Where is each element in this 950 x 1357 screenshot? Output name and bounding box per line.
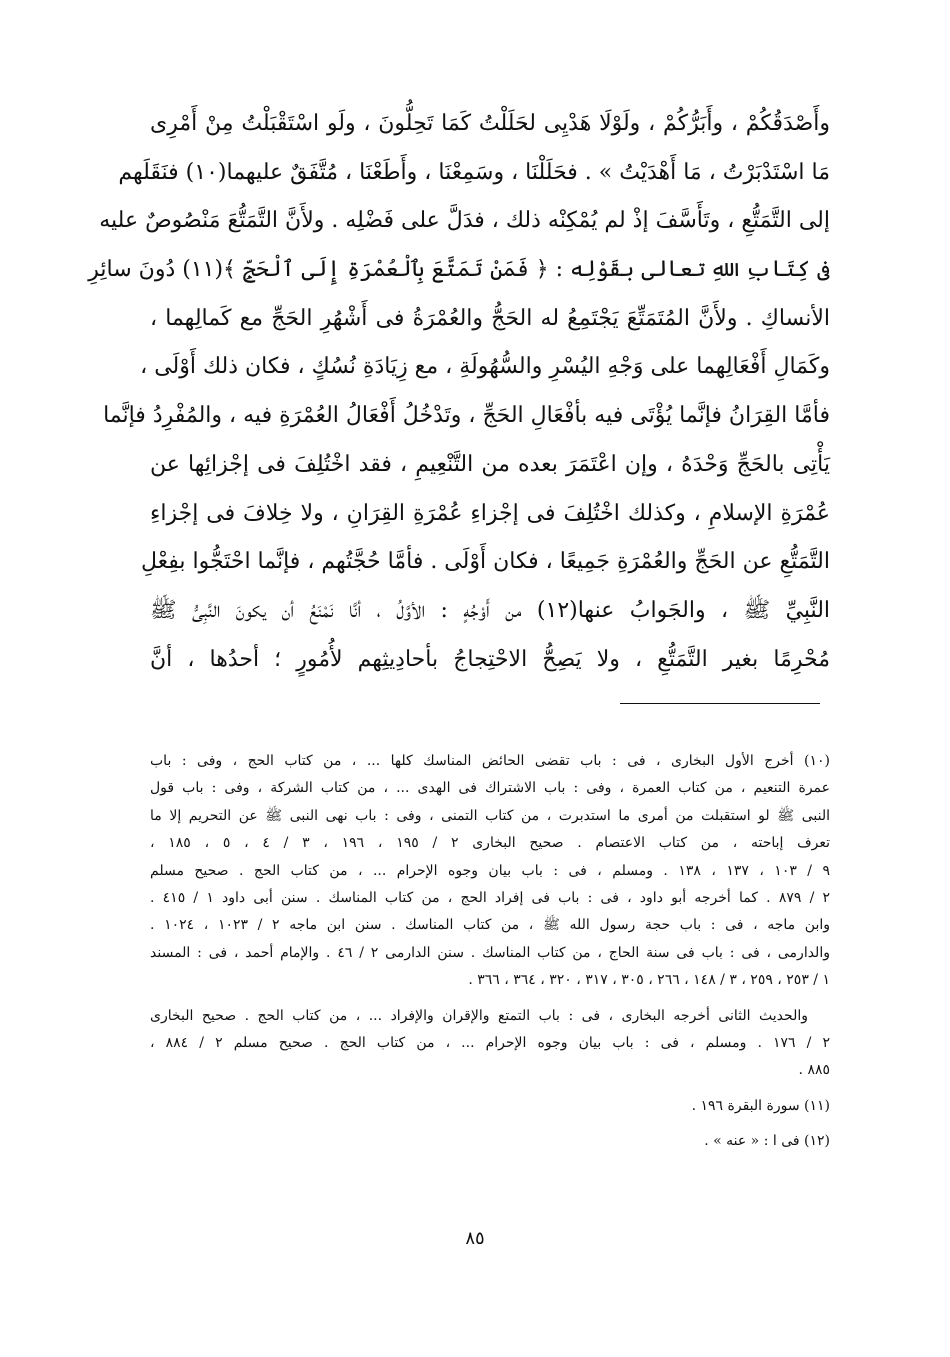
footnote-line: ٢ / ١٧٦ . ومسلم ، فى : باب بيان وجوه الإحرام ... ، من كتاب الحج . صحيح مسلم ٢ / ٨٨٤ ، (150, 1034, 831, 1051)
footnote-line: (١٢) فى ا : « عنه » . (704, 1133, 830, 1150)
body-line: فأمَّا القِرَانُ فإنَّما يُؤْتَى فيه بأفْعَالِ الحَجِّ ، وتَدْخُلُ أَفْعَالُ العُمْرَةِ فيه ، والمُفْرِدُ فإنَّما (103, 403, 830, 429)
footnote-line: وابن ماجه ، فى : باب حجة رسول الله ﷺ ، من كتاب المناسك . سنن ابن ماجه ٢ / ١٠٢٣ ، ١٠٢٤ . (150, 917, 831, 934)
footnote-line: النبى ﷺ لو استقبلت من أمرى ما استدبرت ، من كتاب التمنى ، وفى : باب نهى النبى ﷺ عن التحريم إلا ما (150, 807, 830, 824)
body-line: إلى التَّمَتُّعِ ، وتَأَسَّفَ إذْ لم يُمْكِنْه ذلك ، فدَلَّ على فَضْلِه . ولأَنَّ التَّمَتُّعَ مَنْصُوصٌ عليه (99, 208, 830, 234)
footnote-separator-rule (620, 703, 820, 704)
footnote-line: ٩ / ١٠٣ ، ١٣٧ ، ١٣٨ . ومسلم ، فى : باب بيان وجوه الإحرام ... ، من كتاب الحج . صحيح مسلم (150, 862, 831, 879)
footnote-line: (١١) سورة البقرة ١٩٦ . (691, 1097, 830, 1114)
footnote-12 (150, 1128, 830, 1155)
body-line: الأنساكِ . ولأَنَّ المُتَمَتِّعَ يَجْتَمِعُ له الحَجُّ والعُمْرَةُ فى أَشْهُرِ الحَجِّ مع كَمالِهما ، (150, 305, 830, 331)
footnote-line: ٢ / ٨٧٩ . كما أخرجه أبو داود ، فى : باب فى إفراد الحج ، من كتاب المناسك . سنن أبى داود ١ / ٤١٥ . (150, 889, 831, 906)
footnote-line: ١ / ٢٥٣ ، ٢٥٩ ، ٣ / ١٤٨ ، ٢٦٦ ، ٣٠٥ ، ٣١٧ ، ٣٢٠ ، ٣٦٤ ، ٣٦٦ . (468, 972, 830, 989)
footnote-10-second-hadith (150, 1003, 830, 1085)
footnote-line: والحديث الثانى أخرجه البخارى ، فى : باب التمتع والإقران والإفراد ... ، من كتاب الحج . صحيح البخارى (150, 1007, 808, 1024)
main-body-text (88, 100, 831, 684)
body-line: مُحْرِمًا بغير التَّمَتُّعِ ، ولا يَصِحُّ الاحْتِجاجُ بأحادِيثِهم لأُمُورٍ ؛ أحدُها ، أنَّ (150, 646, 830, 672)
body-line: التَّمَتُّعِ عن الحَجِّ والعُمْرَةِ جَمِيعًا ، فكان أَوْلَى . فأمَّا حُجَّتُهم ، فإنَّما احْتَجُّوا بفِعْلِ (141, 549, 830, 575)
body-line: فى كِتَابِ اللهِ تعالى بقَوْلِه : ﴿ فَمَنْ تَمَتَّعَ بِٱلْعُمْرَةِ إِلَى ٱلْحَجِّ ﴾(١١) دُونَ سائِرِ (88, 257, 830, 283)
footnotes-section (150, 748, 830, 1163)
footnote-11 (150, 1093, 830, 1120)
footnote-line: (١٠) أخرج الأول البخارى ، فى : باب تقضى الحائض المناسك كلها ... ، من كتاب الحج ، وفى : باب (150, 753, 830, 769)
footnote-line: والدارمى ، فى : باب فى سنة الحاج ، من كتاب المناسك . سنن الدارمى ٢ / ٤٦ . والإمام أحمد ، فى : المسند (150, 944, 830, 961)
body-line: وكَمَالِ أَفْعَالِهما على وَجْهِ اليُسْرِ والسُّهُولَةِ ، مع زِيَادَةِ نُسُكٍ ، فكان ذلك أَوْلَى ، (140, 354, 830, 380)
footnote-line: عمرة التنعيم ، من كتاب العمرة ، وفى : باب الاشتراك فى الهدى ... ، من كتاب الشركة ، وفى : باب قول (150, 780, 830, 797)
page-number: ٨٥ (465, 1228, 485, 1249)
footnote-line: ٨٨٥ . (798, 1062, 830, 1079)
body-line: النَّبِيِّ ﷺ ، والجَوابُ عنها(١٢) من أَوْجُهٍ : الأوَّلُ ، أنَّا نَمْنَعُ أن يكونَ النَّبِىُّ ﷺ (150, 597, 831, 623)
body-line: يَأْتِى بالحَجِّ وَحْدَهُ ، وإن اعْتَمَرَ بعده من التَّنْعِيمِ ، فقد اخْتُلِفَ فى إجْزائِها عن (150, 451, 830, 477)
body-line: عُمْرَةِ الإسلامِ ، وكذلك اخْتُلِفَ فى إجْزاءِ عُمْرَةِ القِرَانِ ، ولا خِلافَ فى إجْزاءِ (150, 500, 830, 526)
body-line: وأَصْدَقُكُمْ ، وأَبَرُّكُمْ ، ولَوْلَا هَدْيِى لحَلَلْتُ كَمَا تَحِلُّونَ ، ولَو اسْتَقْبَلْتُ مِنْ أَمْرِى (150, 111, 830, 136)
footnote-10 (150, 748, 830, 995)
footnote-line: تعرف إباحته ، من كتاب الاعتصام . صحيح البخارى ٢ / ١٩٥ ، ١٩٦ ، ٣ / ٤ ، ٥ ، ١٨٥ ، (150, 835, 831, 852)
body-line: مَا اسْتَدْبَرْتُ ، مَا أَهْدَيْتُ » . فحَلَلْنَا ، وسَمِعْنَا ، وأَطَعْنَا ، مُتَّفَقٌ عليهما(١٠) فنَقَلَهم (118, 159, 830, 185)
